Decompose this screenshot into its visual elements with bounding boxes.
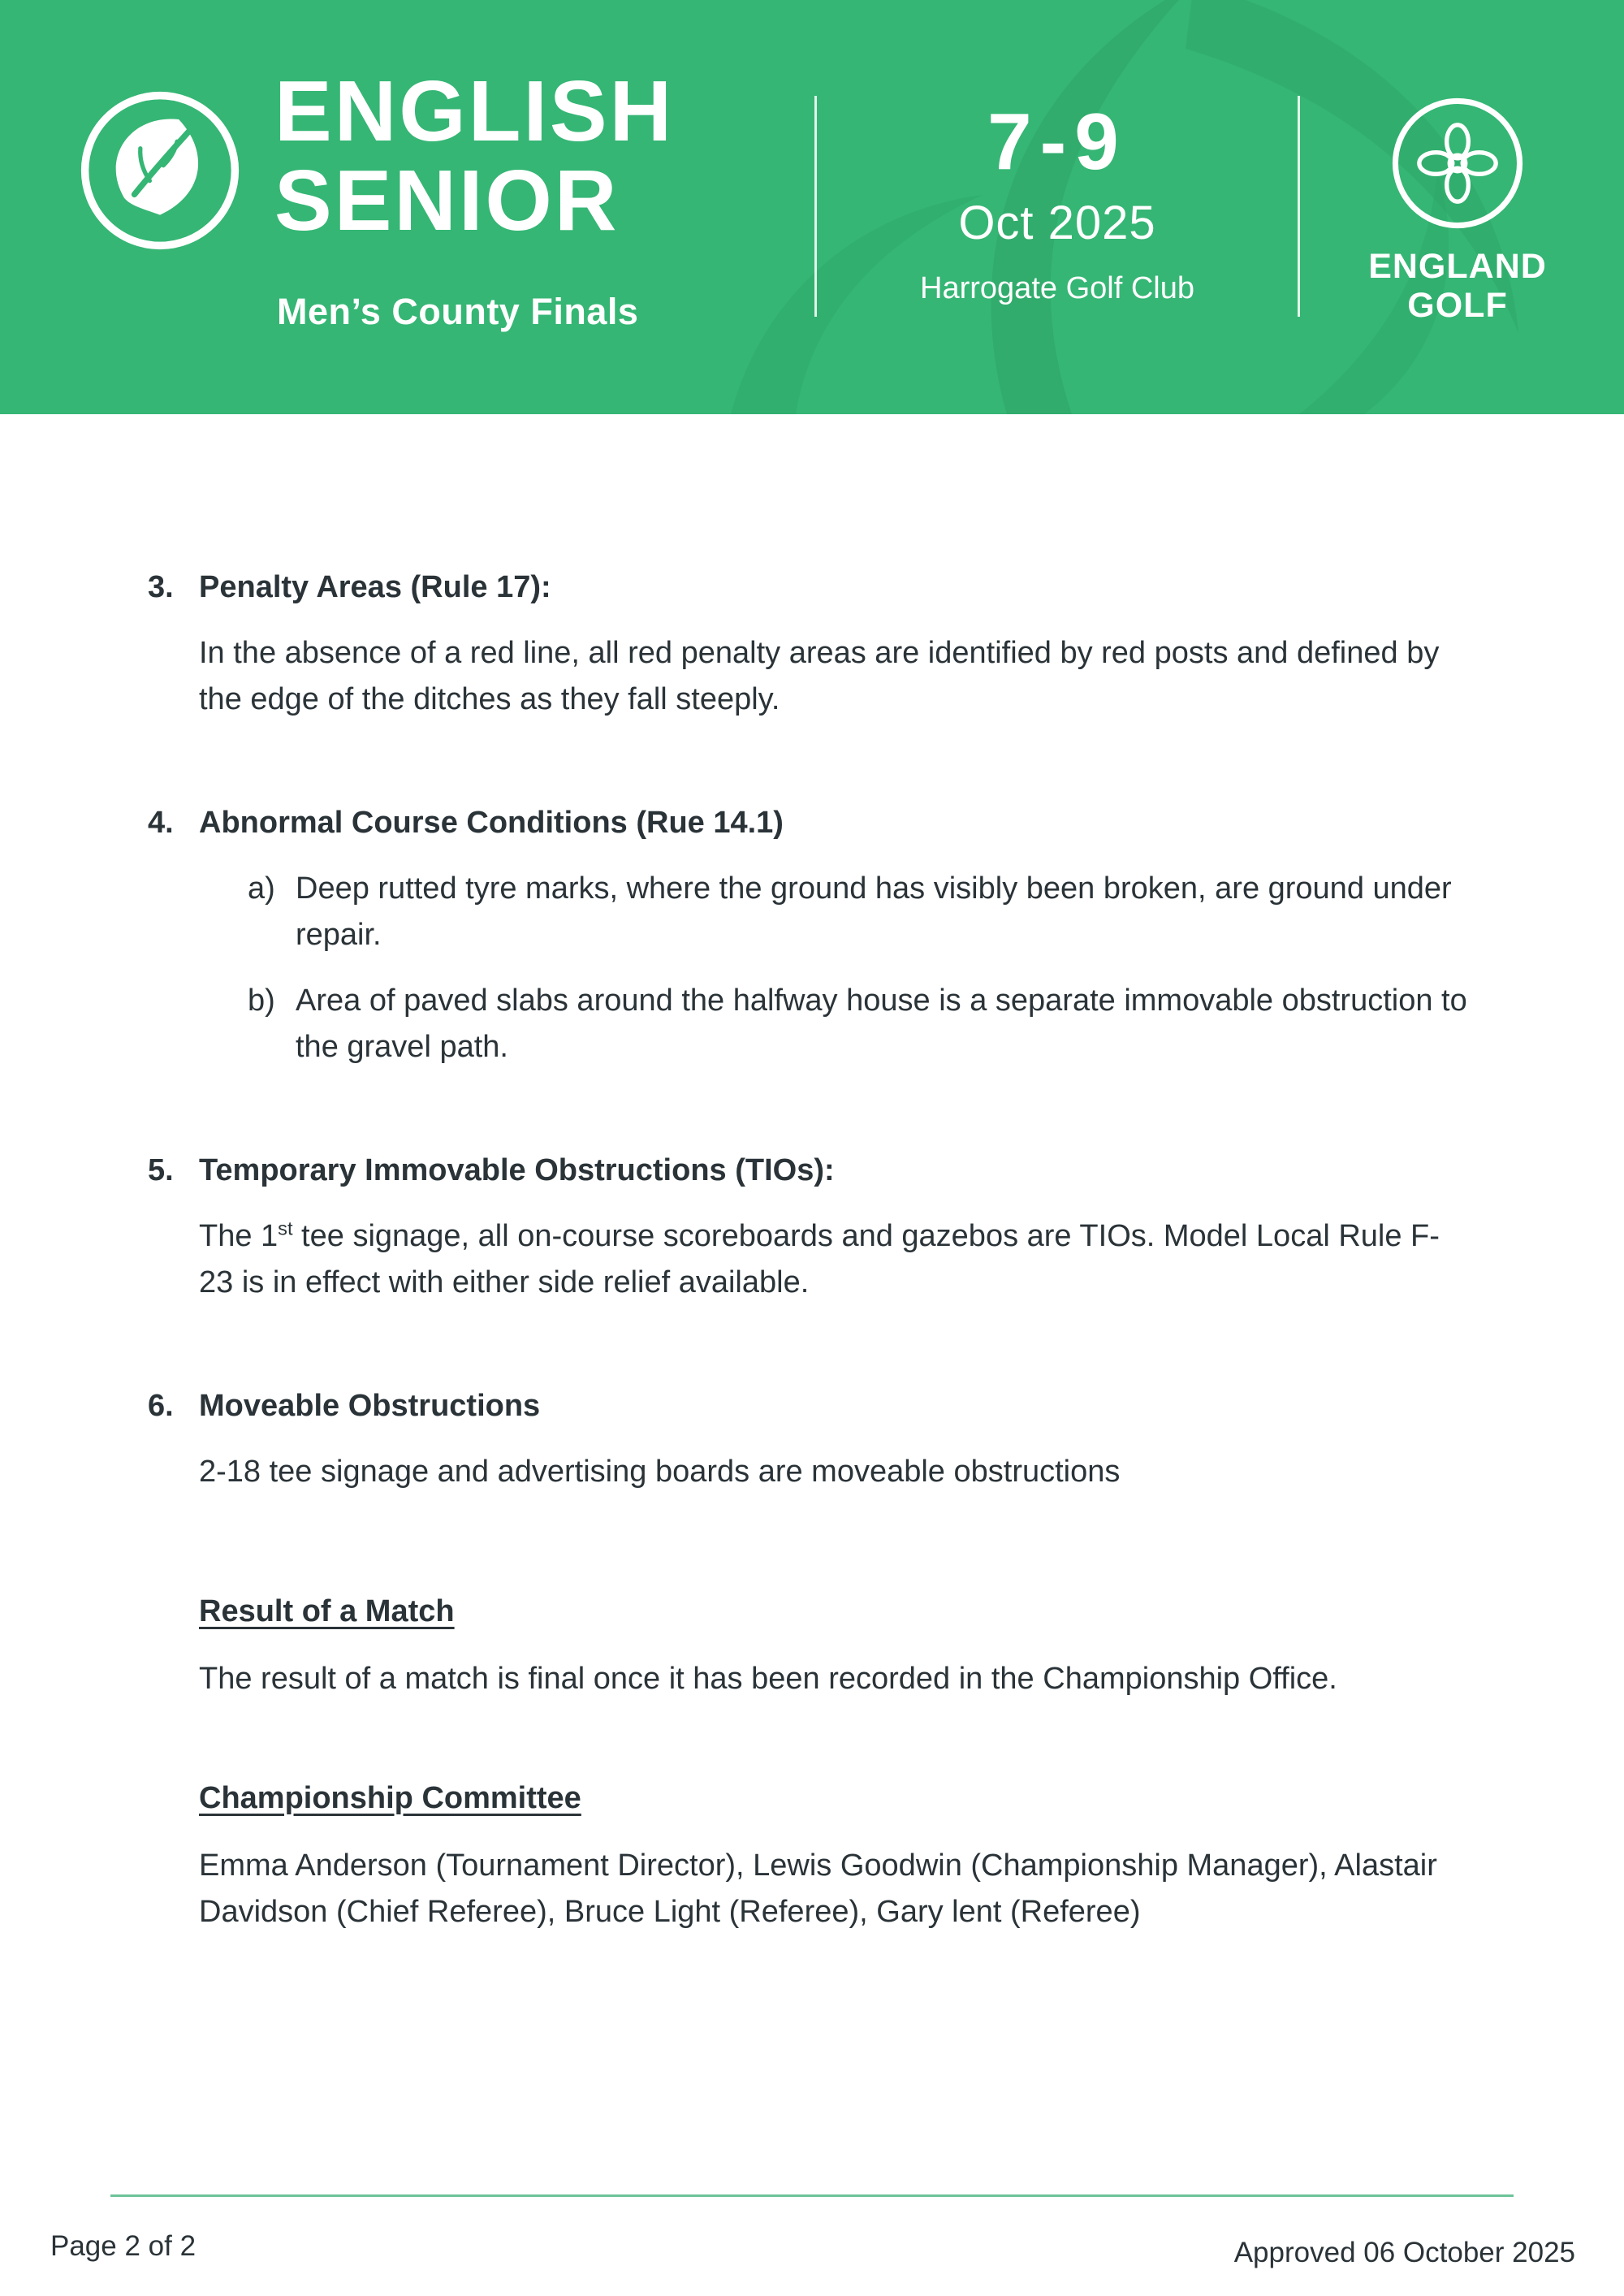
list-item-a — [248, 866, 1470, 958]
list-item-b — [248, 978, 1470, 1070]
section-number: 5. — [148, 1153, 174, 1187]
list-item-text: Deep rutted tyre marks, where the ground has visibly been broken, are ground under repair. — [296, 871, 1452, 952]
england-golf-rose-icon — [1385, 91, 1530, 236]
section-heading — [148, 564, 1470, 611]
list-item-text: Area of paved slabs around the halfway house is a separate immovable obstruction to the gravel path. — [296, 984, 1467, 1064]
section-temporary-immovable-obstructions — [148, 1148, 1470, 1306]
section-heading — [148, 1383, 1470, 1429]
header-divider-right — [1298, 96, 1300, 317]
section-abnormal-course-conditions — [148, 800, 1470, 1070]
section-heading — [148, 800, 1470, 846]
section-penalty-areas — [148, 564, 1470, 723]
english-senior-rose-logo-icon — [75, 85, 245, 256]
section-title: Penalty Areas (Rule 17): — [199, 570, 551, 604]
brand-title-line2: SENIOR — [274, 153, 620, 249]
brand-title — [274, 63, 675, 249]
paragraph-text-before: The 1 — [199, 1219, 279, 1253]
england-golf-line1: ENGLAND — [1368, 247, 1547, 286]
footer-divider-line — [110, 2194, 1514, 2197]
ordinal-superscript: st — [278, 1217, 293, 1239]
section-title: Result of a Match — [199, 1594, 455, 1628]
list-item-label: a) — [248, 871, 275, 906]
event-month: Oct 2025 — [958, 197, 1156, 249]
brand-subtitle: Men’s County Finals — [277, 291, 639, 332]
section-number: 4. — [148, 806, 174, 840]
section-title: Abnormal Course Conditions (Rue 14.1) — [199, 806, 784, 840]
england-golf-line2: GOLF — [1407, 286, 1508, 326]
section-title: Temporary Immovable Obstructions (TIOs): — [199, 1153, 835, 1187]
page-number: Page 2 of 2 — [50, 2230, 197, 2262]
event-dates: 7-9 — [987, 97, 1127, 186]
brand-title-line1: ENGLISH — [274, 63, 675, 159]
section-paragraph: The result of a match is final once it has been recorded in the Championship Office. — [199, 1662, 1337, 1696]
section-number: 6. — [148, 1389, 174, 1423]
paragraph-text-after: tee signage, all on-course scoreboards and gazebos are TIOs. Model Local Rule F-23 is in effect with either side relief available. — [199, 1219, 1440, 1299]
list-item-label: b) — [248, 984, 275, 1018]
section-moveable-obstructions — [148, 1383, 1470, 1495]
section-paragraph: In the absence of a red line, all red penalty areas are identified by red posts and defined by the edge of the ditches as they fall steeply. — [199, 636, 1440, 716]
england-golf-logo — [1324, 91, 1592, 325]
section-title: Moveable Obstructions — [199, 1389, 541, 1423]
section-championship-committee — [199, 1775, 1470, 1935]
section-result-of-match — [199, 1589, 1470, 1702]
section-paragraph: 2-18 tee signage and advertising boards are moveable obstructions — [199, 1455, 1121, 1489]
section-paragraph: Emma Anderson (Tournament Director), Lewis Goodwin (Championship Manager), Alastair Davidson (Chief Referee), Bruce Light (Referee), Gary lent (Referee) — [199, 1848, 1437, 1929]
header-banner — [0, 0, 1624, 414]
section-paragraph — [199, 1213, 1470, 1306]
section-title: Championship Committee — [199, 1781, 581, 1815]
event-details — [817, 96, 1298, 306]
section-heading — [148, 1148, 1470, 1194]
england-golf-text — [1324, 247, 1592, 325]
header-content — [0, 0, 1624, 414]
section-number: 3. — [148, 570, 174, 604]
event-venue: Harrogate Golf Club — [920, 271, 1194, 305]
approval-date: Approved 06 October 2025 — [1233, 2237, 1575, 2268]
document-body — [0, 414, 1624, 1935]
